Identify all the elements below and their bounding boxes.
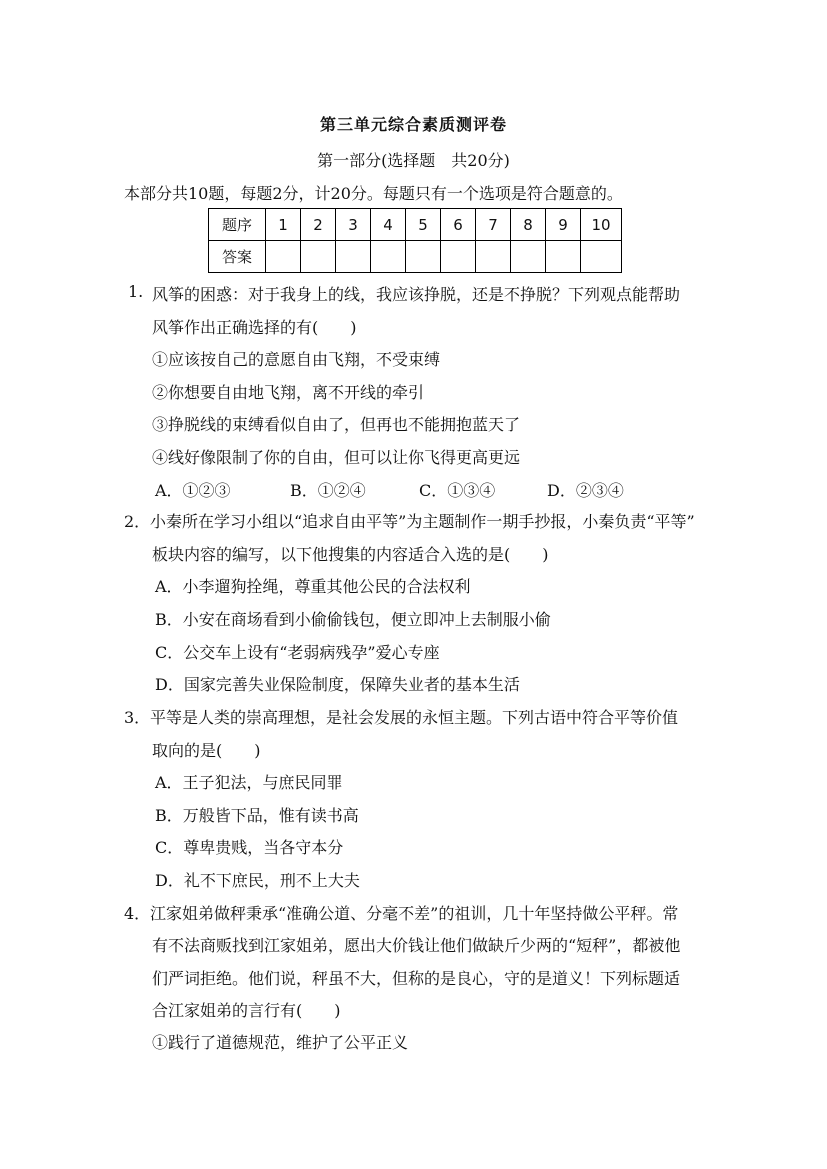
question-2-option-a[interactable]: A．小李遛狗拴绳，尊重其他公民的合法权利 (155, 577, 471, 596)
answer-grid (208, 208, 622, 273)
question-2-number: 2． (124, 512, 151, 531)
grid-number: 6 (441, 209, 476, 241)
question-3-stem-line-1: 平等是人类的崇高理想，是社会发展的永恒主题。下列古语中符合平等价值 (150, 708, 679, 727)
question-4-stem-line-1: 江家姐弟做秤秉承“准确公道、分毫不差”的祖训，几十年坚持做公平秤。常 (150, 904, 679, 923)
grid-number: 4 (371, 209, 406, 241)
question-3-option-c[interactable]: C．尊卑贵贱，当各守本分 (155, 838, 344, 857)
part-heading: 第一部分(选择题 共20分) (317, 151, 510, 170)
grid-label-number: 题序 (209, 209, 266, 241)
question-2-option-d[interactable]: D．国家完善失业保险制度，保障失业者的基本生活 (155, 675, 520, 694)
question-2-stem-line-1: 小秦所在学习小组以“追求自由平等”为主题制作一期手抄报，小秦负责“平等” (150, 512, 695, 531)
question-1-statement-2: ②你想要自由地飞翔，离不开线的牵引 (152, 383, 425, 402)
grid-number: 3 (336, 209, 371, 241)
answer-grid-number-row (209, 209, 622, 241)
question-3-option-d[interactable]: D．礼不下庶民，刑不上大夫 (155, 871, 360, 890)
grid-label-answer: 答案 (209, 241, 266, 273)
grid-number: 2 (301, 209, 336, 241)
answer-cell[interactable] (546, 241, 581, 273)
answer-cell[interactable] (371, 241, 406, 273)
question-1-statement-3: ③挣脱线的束缚看似自由了，但再也不能拥抱蓝天了 (152, 415, 521, 434)
section-instructions: 本部分共10题，每题2分，计20分。每题只有一个选项是符合题意的。 (124, 184, 623, 203)
grid-number: 1 (266, 209, 301, 241)
question-4-statement-1: ①践行了道德规范，维护了公平正义 (152, 1033, 409, 1052)
question-1-number: 1. (128, 282, 144, 301)
question-3-option-a[interactable]: A．王子犯法，与庶民同罪 (155, 773, 343, 792)
answer-cell[interactable] (301, 241, 336, 273)
question-1-option-b[interactable]: B．①②④ (290, 481, 366, 500)
question-1-option-c[interactable]: C．①③④ (419, 481, 496, 500)
answer-cell[interactable] (336, 241, 371, 273)
question-4-stem-line-2: 有不法商贩找到江家姐弟，愿出大价钱让他们做缺斤少两的“短秤”，都被他 (152, 936, 681, 955)
answer-cell[interactable] (266, 241, 301, 273)
question-1-stem-line-1: 风筝的困惑：对于我身上的线，我应该挣脱，还是不挣脱？下列观点能帮助 (152, 285, 681, 304)
question-4-number: 4． (124, 904, 151, 923)
answer-cell[interactable] (581, 241, 622, 273)
answer-cell[interactable] (511, 241, 546, 273)
grid-number: 5 (406, 209, 441, 241)
question-3-stem-line-2: 取向的是( ) (152, 741, 261, 760)
answer-cell[interactable] (441, 241, 476, 273)
question-1-statement-4: ④线好像限制了你的自由，但可以让你飞得更高更远 (152, 448, 521, 467)
question-1-option-d[interactable]: D．②③④ (547, 481, 624, 500)
grid-number: 9 (546, 209, 581, 241)
question-1-option-a[interactable]: A．①②③ (155, 481, 231, 500)
question-4-stem-line-3: 们严词拒绝。他们说，秤虽不大，但称的是良心，守的是道义！下列标题适 (152, 969, 681, 988)
question-4-stem-line-4: 合江家姐弟的言行有( ) (152, 1001, 341, 1020)
answer-grid-answer-row (209, 241, 622, 273)
question-2-option-c[interactable]: C．公交车上设有“老弱病残孕”爱心专座 (155, 643, 440, 662)
answer-cell[interactable] (476, 241, 511, 273)
exam-title: 第三单元综合素质测评卷 (319, 115, 507, 134)
question-2-option-b[interactable]: B．小安在商场看到小偷偷钱包，便立即冲上去制服小偷 (155, 610, 551, 629)
question-3-option-b[interactable]: B．万般皆下品，惟有读书高 (155, 806, 359, 825)
grid-number: 7 (476, 209, 511, 241)
question-2-stem-line-2: 板块内容的编写，以下他搜集的内容适合入选的是( ) (152, 545, 549, 564)
grid-number: 10 (581, 209, 622, 241)
question-1-statement-1: ①应该按自己的意愿自由飞翔，不受束缚 (152, 350, 441, 369)
grid-number: 8 (511, 209, 546, 241)
question-3-number: 3． (124, 708, 151, 727)
answer-cell[interactable] (406, 241, 441, 273)
question-1-stem-line-2: 风筝作出正确选择的有( ) (152, 318, 357, 337)
